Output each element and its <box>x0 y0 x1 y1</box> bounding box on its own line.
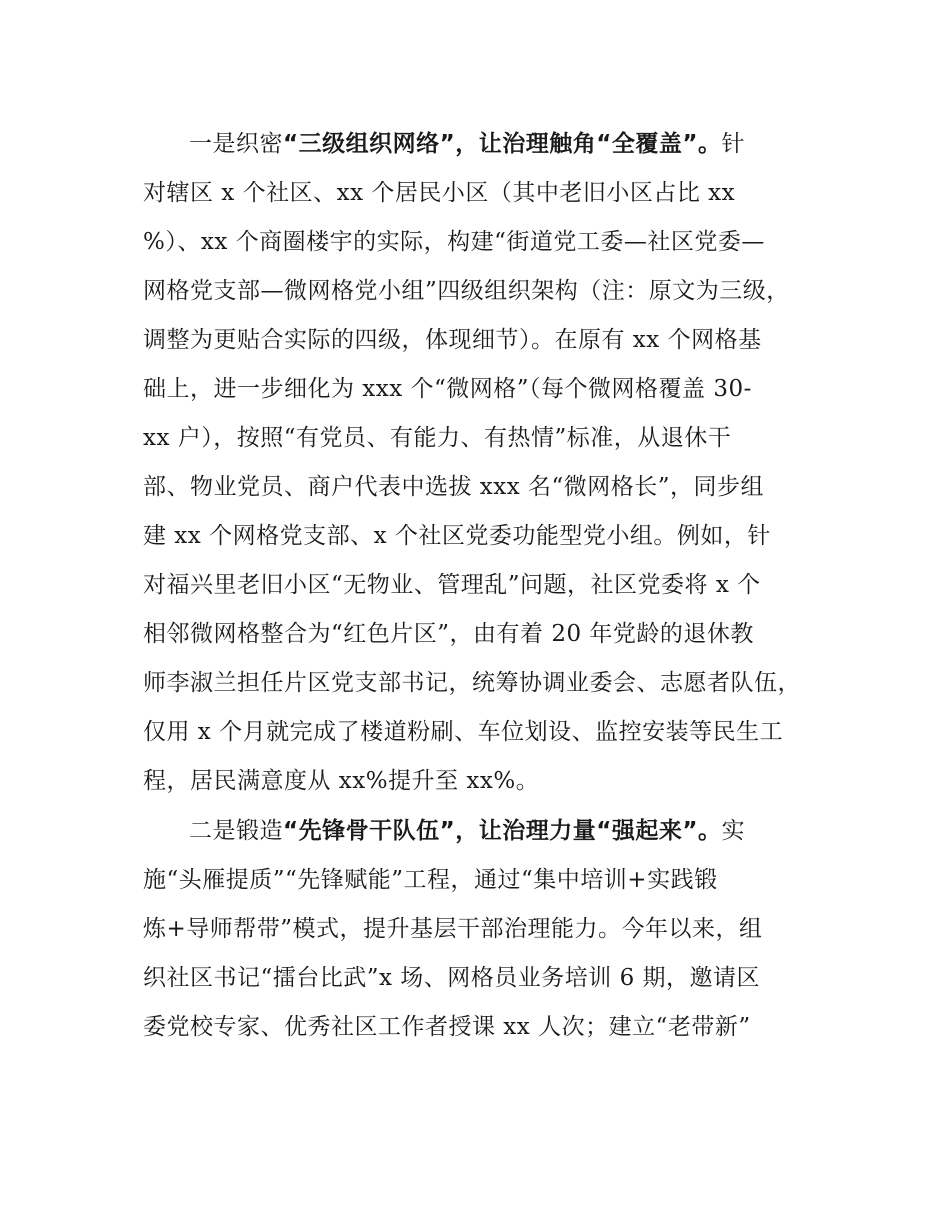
heading-tail: 实 <box>721 818 745 844</box>
text-line: 对福兴里老旧小区“无物业、管理乱”问题，社区党委将 x 个 <box>143 572 761 598</box>
text-line: 建 xx 个网格党支部、x 个社区党委功能型党小组。例如，针 <box>143 523 771 549</box>
text-line: 础上，进一步细化为 xxx 个“微网格”（每个微网格覆盖 30- <box>143 376 752 402</box>
text-line: 网格党支部—微网格党小组”四级组织架构（注：原文为三级， <box>143 278 790 304</box>
text-line: 施“头雁提质”“先锋赋能”工程，通过“集中培训+实践锻 <box>143 867 718 893</box>
text-line: 委党校专家、优秀社区工作者授课 xx 人次；建立“老带新” <box>143 1014 751 1040</box>
text-line: 织社区书记“擂台比武”x 场、网格员业务培训 6 期，邀请区 <box>143 965 761 991</box>
heading-bold-title: “先锋骨干队伍”，让治理力量“强起来”。 <box>283 818 722 844</box>
paragraph-organization-network <box>143 120 823 806</box>
text-line: 仅用 x 个月就完成了楼道粉刷、车位划设、监控安装等民生工 <box>143 719 784 745</box>
text-line: 炼+导师帮带”模式，提升基层干部治理能力。今年以来，组 <box>143 916 763 942</box>
heading-bold-title: “三级组织网络”，让治理触角“全覆盖”。 <box>283 131 722 157</box>
text-line: 程，居民满意度从 xx%提升至 xx%。 <box>143 768 540 794</box>
heading-tail: 针 <box>721 131 745 157</box>
text-line: 师李淑兰担任片区党支部书记，统筹协调业委会、志愿者队伍， <box>143 670 801 696</box>
heading-lead: 一是织密 <box>189 131 283 157</box>
paragraph-heading-line <box>143 120 823 169</box>
text-line: 部、物业党员、商户代表中选拔 xxx 名“微网格长”，同步组 <box>143 474 765 500</box>
text-line: 相邻微网格整合为“红色片区”，由有着 20 年党龄的退休教 <box>143 621 754 647</box>
text-line: xx 户），按照“有党员、有能力、有热情”标准，从退休干 <box>143 425 732 451</box>
text-line: 对辖区 x 个社区、xx 个居民小区（其中老旧小区占比 xx <box>143 180 736 206</box>
paragraph-backbone-team <box>143 807 823 1052</box>
paragraph-heading-line <box>143 807 823 856</box>
heading-lead: 二是锻造 <box>189 818 283 844</box>
text-line: %）、xx 个商圈楼宇的实际，构建“街道党工委—社区党委— <box>143 229 765 255</box>
text-line: 调整为更贴合实际的四级，体现细节）。在原有 xx 个网格基 <box>143 327 762 353</box>
